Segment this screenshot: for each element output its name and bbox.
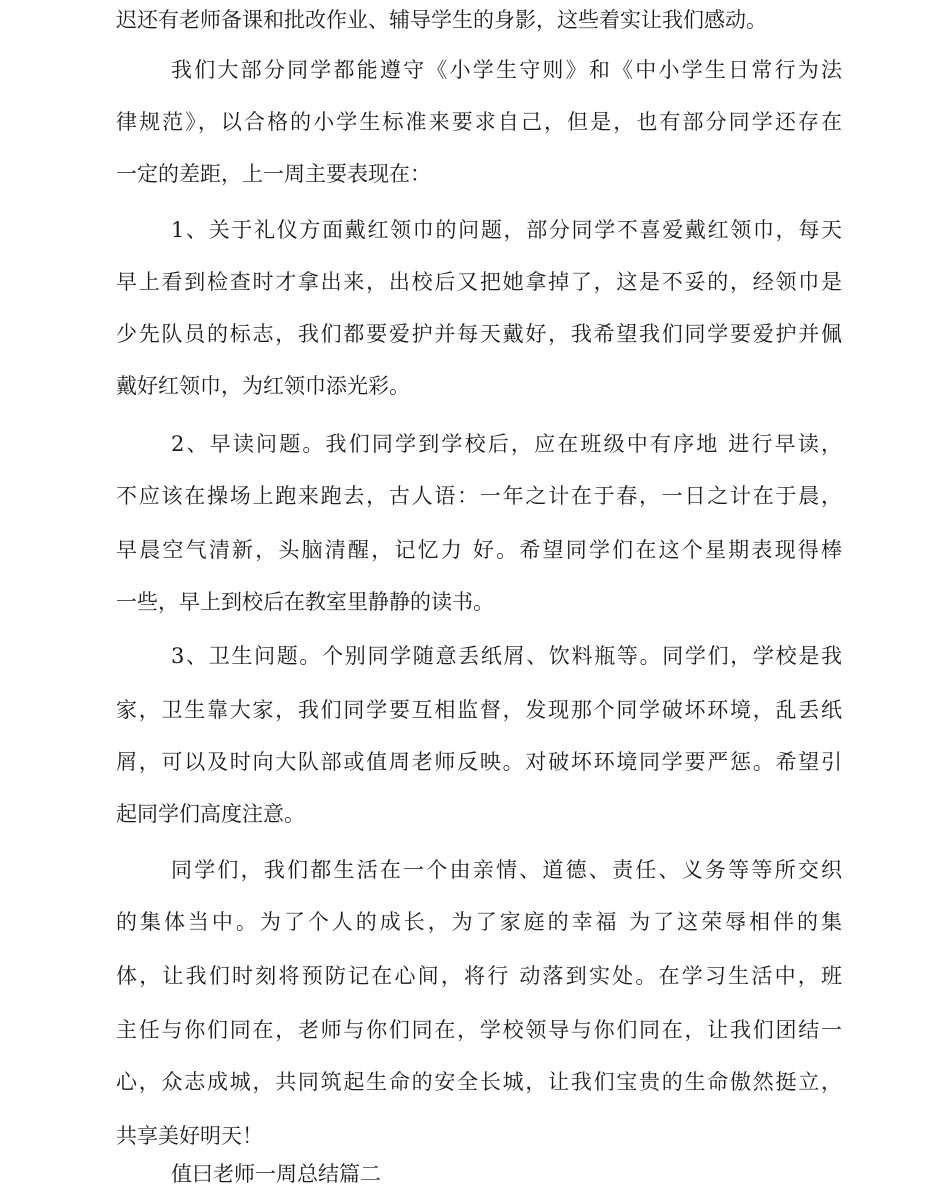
section-heading: 值曰老师一周总结篇二 (171, 1162, 381, 1186)
text-line-3: 律规范》，以合格的小学生标准来要求自己，但是，也有部分同学还存在 (116, 110, 842, 134)
text-line-18: 的集体当中。为了个人的成长，为了家庭的幸福 为了这荣辱相伴的集 (116, 910, 842, 934)
text-line-11: 早晨空气清新，头脑清醒，记忆力 好。希望同学们在这个星期表现得棒 (116, 538, 842, 562)
text-line-20: 主任与你们同在，老师与你们同在，学校领导与你们同在，让我们团结一 (116, 1018, 842, 1042)
text-line-14: 家，卫生靠大家，我们同学要互相监督，发现那个同学破坏环境，乱丢纸 (116, 698, 842, 722)
text-line-22: 共享美好明天！ (116, 1124, 263, 1148)
text-line-5: 1、关于礼仪方面戴红领巾的问题，部分同学不喜爱戴红领巾，每天 (171, 218, 842, 242)
text-line-4: 一定的差距，上一周主要表现在： (116, 162, 431, 186)
text-line-8: 戴好红领巾，为红领巾添光彩。 (116, 374, 410, 398)
text-line-21: 心，众志成城，共同筑起生命的安全长城，让我们宝贵的生命傲然挺立， (116, 1070, 842, 1094)
text-line-19: 体，让我们时刻将预防记在心间，将行 动落到实处。在学习生活中，班 (116, 964, 842, 988)
text-line-10: 不应该在操场上跑来跑去，古人语：一年之计在于春，一日之计在于晨， (116, 484, 842, 508)
text-line-15: 屑，可以及时向大队部或值周老师反映。对破坏环境同学要严惩。希望引 (116, 750, 842, 774)
text-line-13: 3、卫生问题。个别同学随意丢纸屑、饮料瓶等。同学们，学校是我 (171, 644, 842, 668)
text-line-2: 我们大部分同学都能遵守《小学生守则》和《中小学生日常行为法 (171, 58, 842, 82)
text-line-9: 2、早读问题。我们同学到学校后，应在班级中有序地 进行早读， (171, 432, 842, 456)
text-line-7: 少先队员的标志，我们都要爱护并每天戴好，我希望我们同学要爱护并佩 (116, 322, 842, 346)
text-line-16: 起同学们高度注意。 (116, 802, 305, 826)
text-line-17: 同学们，我们都生活在一个由亲情、道德、责任、义务等等所交织 (171, 858, 842, 882)
text-line-6: 早上看到检查时才拿出来，出校后又把她拿掉了，这是不妥的，经领巾是 (116, 270, 842, 294)
text-line-12: 一些，早上到校后在教室里静静的读书。 (116, 590, 494, 614)
text-line-1: 迟还有老师备课和批改作业、辅导学生的身影，这些着实让我们感动。 (116, 8, 767, 32)
